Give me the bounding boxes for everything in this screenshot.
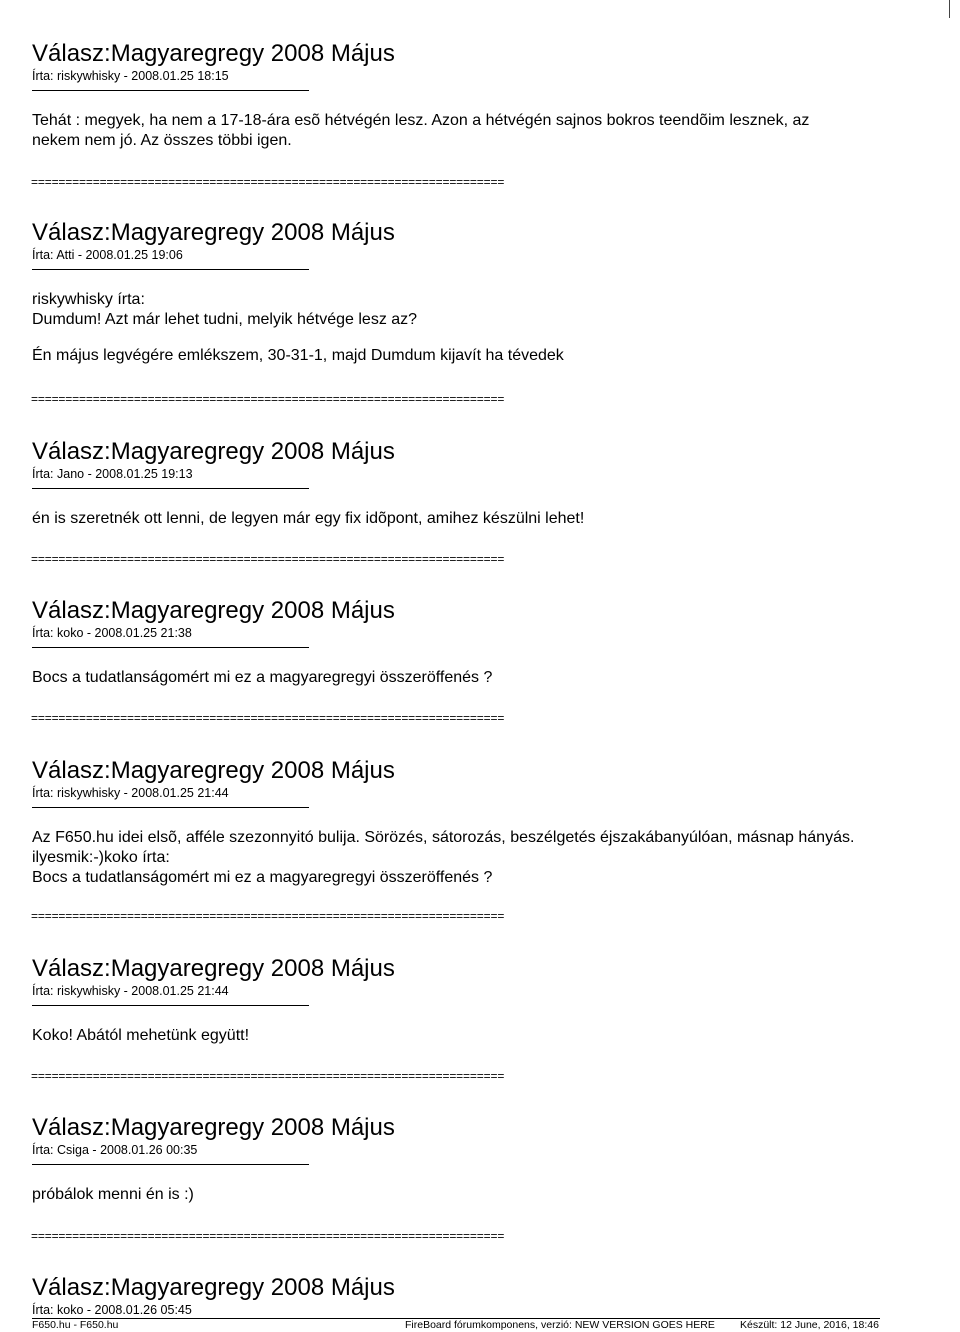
post-rule (32, 1164, 309, 1165)
quote-header: riskywhisky írta: (32, 291, 145, 308)
post-text: Bocs a tudatlanságomért mi ez a magyaregregyi összeröffenés ? (32, 669, 493, 686)
divider-line: ===================================================================== (31, 712, 505, 724)
divider-line: ===================================================================== (31, 393, 505, 405)
post-text: próbálok menni én is :) (32, 1186, 194, 1203)
post-body (32, 668, 932, 688)
forum-post (32, 438, 932, 529)
post-meta: Írta: riskywhisky - 2008.01.25 18:15 (32, 69, 229, 83)
forum-post (32, 757, 932, 888)
post-body (32, 1026, 932, 1046)
post-rule (32, 647, 309, 648)
page-footer (0, 1318, 960, 1332)
post-title: Válasz:Magyaregregy 2008 Május (32, 597, 395, 624)
page-corner-mark (949, 0, 960, 18)
post-meta: Írta: koko - 2008.01.25 21:38 (32, 626, 192, 640)
post-title: Válasz:Magyaregregy 2008 Május (32, 1114, 395, 1141)
post-title: Válasz:Magyaregregy 2008 Május (32, 438, 395, 465)
forum-post (32, 1114, 932, 1205)
post-title: Válasz:Magyaregregy 2008 Május (32, 219, 395, 246)
quote-header: ilyesmik:-)koko írta: (32, 849, 170, 866)
forum-post (32, 597, 932, 688)
post-meta: Írta: Jano - 2008.01.25 19:13 (32, 467, 193, 481)
forum-post (32, 955, 932, 1046)
post-meta: Írta: koko - 2008.01.26 05:45 (32, 1303, 192, 1317)
divider-line: ===================================================================== (31, 910, 505, 922)
post-meta: Írta: riskywhisky - 2008.01.25 21:44 (32, 984, 229, 998)
divider-line: ===================================================================== (31, 553, 505, 565)
post-text: Én május legvégére emlékszem, 30-31-1, majd Dumdum kijavít ha tévedek (32, 347, 564, 364)
divider-line: ===================================================================== (31, 176, 505, 188)
post-rule (32, 1005, 309, 1006)
post-text: Bocs a tudatlanságomért mi ez a magyaregregyi összeröffenés ? (32, 869, 493, 886)
post-text: én is szeretnék ott lenni, de legyen már egy fix idõpont, amihez készülni lehet! (32, 510, 585, 527)
post-body (32, 290, 932, 366)
footer-site: F650.hu - F650.hu (32, 1319, 119, 1331)
post-rule (32, 90, 309, 91)
post-meta: Írta: Atti - 2008.01.25 19:06 (32, 248, 183, 262)
post-body (32, 1185, 932, 1205)
post-title: Válasz:Magyaregregy 2008 Május (32, 1274, 395, 1301)
forum-post (32, 219, 932, 366)
post-meta: Írta: Csiga - 2008.01.26 00:35 (32, 1143, 198, 1157)
post-meta: Írta: riskywhisky - 2008.01.25 21:44 (32, 786, 229, 800)
post-text: Az F650.hu idei elsõ, afféle szezonnyitó bulija. Sörözés, sátorozás, beszélgetés éjszakábanyúlóan, másnap hányás. (32, 829, 855, 846)
post-text: Tehát : megyek, ha nem a 17-18-ára esõ hétvégén lesz. Azon a hétvégén sajnos bokros teendõim lesznek, az nekem nem jó. Az összes többi igen. (32, 112, 810, 149)
post-text: Koko! Abától mehetünk együtt! (32, 1027, 250, 1044)
post-rule (32, 807, 309, 808)
post-rule (32, 488, 309, 489)
post-title: Válasz:Magyaregregy 2008 Május (32, 757, 395, 784)
footer-component: FireBoard fórumkomponens, verzió: NEW VERSION GOES HERE (405, 1319, 715, 1331)
divider-line: ===================================================================== (31, 1070, 505, 1082)
post-body (32, 111, 932, 151)
footer-generated: Készült: 12 June, 2016, 18:46 (740, 1319, 879, 1331)
post-body (32, 828, 932, 888)
post-title: Válasz:Magyaregregy 2008 Május (32, 955, 395, 982)
divider-line: ===================================================================== (31, 1230, 505, 1242)
forum-post (32, 40, 932, 151)
post-text: Dumdum! Azt már lehet tudni, melyik hétvége lesz az? (32, 311, 418, 328)
post-title: Válasz:Magyaregregy 2008 Május (32, 40, 395, 67)
post-rule (32, 269, 309, 270)
forum-post (32, 1274, 932, 1318)
post-body (32, 509, 932, 529)
